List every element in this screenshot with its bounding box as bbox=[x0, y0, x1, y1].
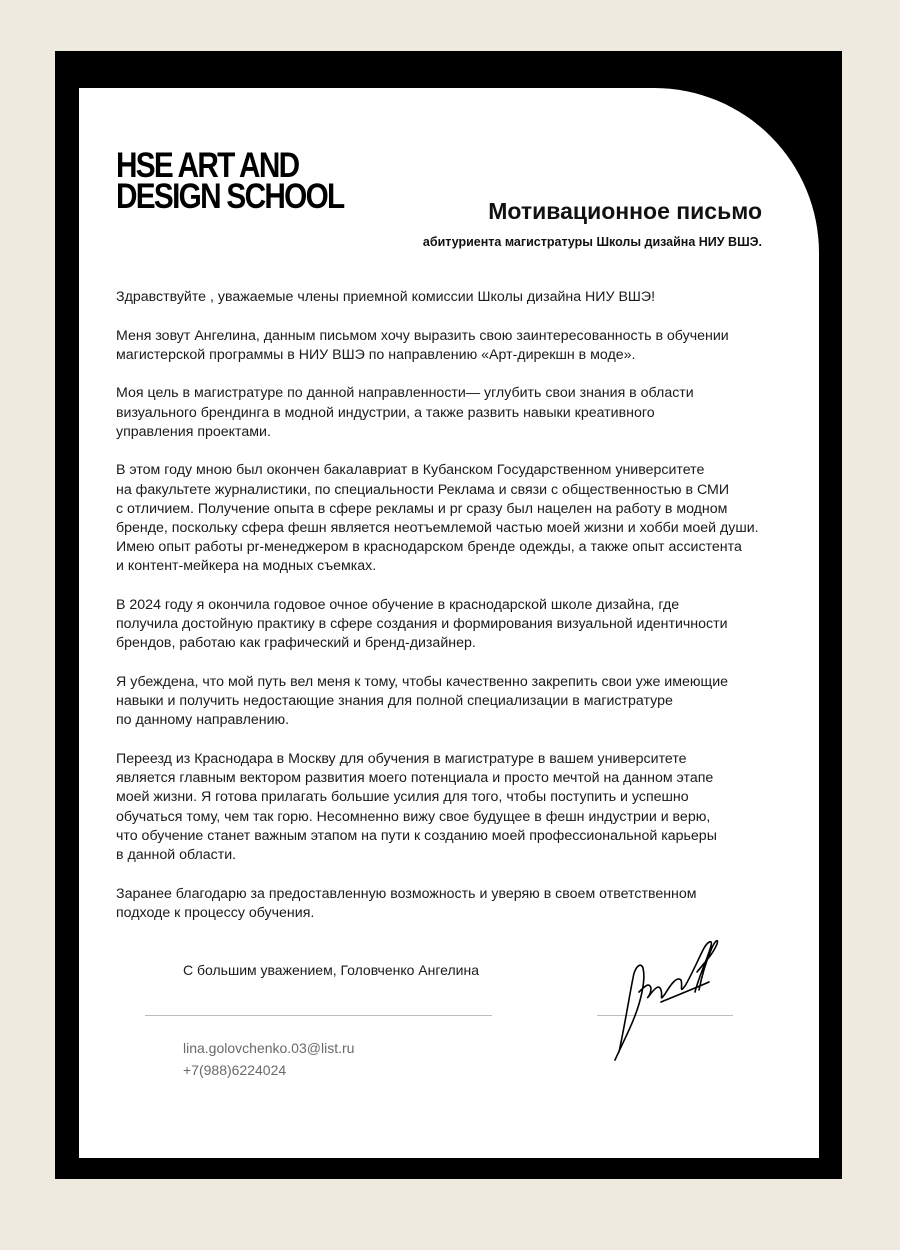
letter-paragraph bbox=[116, 461, 796, 576]
letter-line: Я убеждена, что мой путь вел меня к тому, чтобы качественно закрепить свои уже имеющие bbox=[116, 674, 729, 690]
letter-line: В 2024 году я окончила годовое очное обучение в краснодарской школе дизайна, где bbox=[116, 597, 680, 613]
letter-body bbox=[116, 288, 796, 942]
logo-line-1: HSE ART AND bbox=[116, 146, 299, 185]
letter-paragraph bbox=[116, 288, 796, 307]
letter-line: обучаться тому, чем так горю. Несомненно вижу свое будущее в фешн индустрии и верю, bbox=[116, 808, 711, 825]
handwritten-signature bbox=[605, 932, 735, 1067]
contact-email: lina.golovchenko.03@list.ru bbox=[183, 1040, 355, 1056]
letter-line: бренде, поскольку сфера фешн является неотъемлемой частью моей жизни и хобби моей души. bbox=[116, 520, 759, 536]
letter-line: является главным вектором развития моего потенциала и просто мечтой на данном этапе bbox=[116, 770, 714, 787]
contact-block bbox=[183, 1037, 354, 1081]
letter-line: навыки и получить недостающие знания для полной специализации в магистратуре bbox=[116, 693, 673, 710]
letter-line: управления проектами. bbox=[116, 423, 271, 440]
letter-line: получила достойную практику в сфере создания и формирования визуальной идентичности bbox=[116, 616, 728, 633]
letter-line: магистерской программы в НИУ ВШЭ по направлению «Арт-дирекшн в моде». bbox=[116, 346, 636, 363]
letter-subtitle: абитуриента магистратуры Школы дизайна НИУ ВШЭ. bbox=[422, 235, 762, 249]
letter-line: Меня зовут Ангелина, данным письмом хочу выразить свою заинтересованность в обучении bbox=[116, 327, 729, 344]
letter-line: брендов, работаю как графический и бренд-дизайнер. bbox=[116, 635, 476, 652]
logo-line-2: DESIGN SCHOOL bbox=[116, 177, 344, 216]
letter-paragraph bbox=[116, 673, 796, 731]
letter-line: по данному направлению. bbox=[116, 712, 290, 729]
letter-line: Имею опыт работы pr-менеджером в краснодарском бренде одежды, а также опыт ассистента bbox=[116, 539, 742, 556]
letter-paragraph bbox=[116, 885, 796, 923]
letter-title: Мотивационное письмо bbox=[488, 198, 762, 224]
letter-line: Переезд из Краснодара в Москву для обучения в магистратуре в вашем университете bbox=[116, 751, 687, 767]
hse-logo bbox=[116, 146, 344, 216]
letter-line: Здравствуйте , уважаемые члены приемной комиссии Школы дизайна НИУ ВШЭ! bbox=[116, 289, 656, 305]
contact-phone: +7(988)6224024 bbox=[183, 1062, 287, 1078]
letter-paragraph bbox=[116, 327, 796, 365]
closing-regards: С большим уважением, Головченко Ангелина bbox=[183, 962, 479, 978]
letter-line: на факультете журналистики, по специальности Реклама и связи с общественностью в СМИ bbox=[116, 481, 730, 498]
letter-paragraph bbox=[116, 384, 796, 442]
letter-line: визуального брендинга в модной индустрии, а также развить навыки креативного bbox=[116, 404, 655, 421]
letter-line: моей жизни. Я готова прилагать большие усилия для того, чтобы поступить и успешно bbox=[116, 789, 689, 806]
letter-line: Моя цель в магистратуре по данной направленности— углубить свои знания в области bbox=[116, 385, 694, 402]
letter-line: с отличием. Получение опыта в сфере рекламы и pr сразу был нацелен на работу в модном bbox=[116, 500, 728, 517]
letter-paragraph bbox=[116, 750, 796, 865]
name-underline bbox=[145, 1015, 492, 1016]
letter-line: в данной области. bbox=[116, 847, 237, 864]
letter-line: В этом году мною был окончен бакалавриат в Кубанском Государственном университете bbox=[116, 462, 705, 479]
letter-paragraph bbox=[116, 596, 796, 654]
letter-line: Заранее благодарю за предоставленную возможность и уверяю в своем ответственном bbox=[116, 885, 697, 902]
letter-line: подходе к процессу обучения. bbox=[116, 904, 315, 921]
letter-line: и контент-мейкера на модных съемках. bbox=[116, 558, 377, 575]
letter-line: что обучение станет важным этапом на пути к созданию моей профессиональной карьеры bbox=[116, 827, 717, 844]
